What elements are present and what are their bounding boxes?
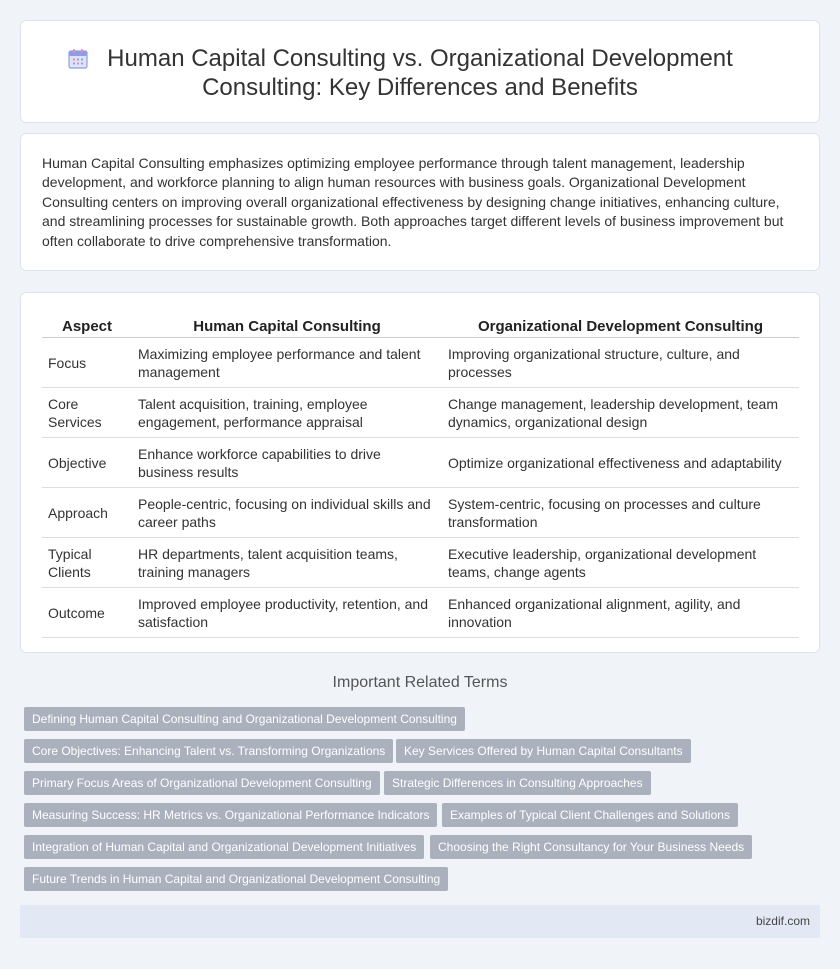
- table-row: [42, 538, 799, 588]
- row-aspect: Approach: [42, 488, 132, 538]
- row-org-development: System-centric, focusing on processes and culture transformation: [442, 488, 799, 538]
- row-human-capital: Improved employee productivity, retention, and satisfaction: [132, 588, 442, 638]
- title-line-1: Human Capital Consulting vs. Organizational Development: [107, 45, 733, 72]
- related-term-tag[interactable]: Measuring Success: HR Metrics vs. Organizational Performance Indicators: [24, 803, 437, 827]
- intro-paragraph: Human Capital Consulting emphasizes optimizing employee performance through talent management, leadership development, and workforce planning to align human resources with business goals. Organizational Development Consulting centers on improving overall organizational effectiveness by designing change initiatives, enhancing culture, and streamlining processes for sustainable growth. Both approaches target different levels of business improvement but often collaborate to drive comprehensive transformation.: [42, 155, 784, 249]
- row-aspect: Typical Clients: [42, 538, 132, 588]
- row-org-development: Executive leadership, organizational development teams, change agents: [442, 538, 799, 588]
- related-term-tag[interactable]: Primary Focus Areas of Organizational Development Consulting: [24, 771, 380, 795]
- header-org-development: Organizational Development Consulting: [442, 315, 799, 338]
- related-term-tag[interactable]: Choosing the Right Consultancy for Your Business Needs: [430, 835, 752, 859]
- footer-bar: [20, 905, 820, 938]
- related-term-tag[interactable]: Integration of Human Capital and Organizational Development Initiatives: [24, 835, 424, 859]
- comparison-table: [42, 315, 799, 638]
- row-org-development: Optimize organizational effectiveness and adaptability: [442, 438, 799, 488]
- row-org-development: Change management, leadership development, team dynamics, organizational design: [442, 388, 799, 438]
- related-term-tag[interactable]: Core Objectives: Enhancing Talent vs. Transforming Organizations: [24, 739, 393, 763]
- related-term-tag[interactable]: Strategic Differences in Consulting Approaches: [384, 771, 651, 795]
- comparison-table-card: [20, 292, 820, 653]
- related-term-tag[interactable]: Key Services Offered by Human Capital Consultants: [396, 739, 691, 763]
- page-title: [21, 44, 819, 102]
- row-human-capital: Talent acquisition, training, employee engagement, performance appraisal: [132, 388, 442, 438]
- table-row: [42, 438, 799, 488]
- related-term-tag[interactable]: Future Trends in Human Capital and Organizational Development Consulting: [24, 867, 448, 891]
- intro-card: [20, 133, 820, 271]
- related-term-tag[interactable]: Defining Human Capital Consulting and Organizational Development Consulting: [24, 707, 465, 731]
- table-row: [42, 388, 799, 438]
- table-header-row: [42, 315, 799, 338]
- row-aspect: Focus: [42, 338, 132, 388]
- row-human-capital: People-centric, focusing on individual skills and career paths: [132, 488, 442, 538]
- row-aspect: Core Services: [42, 388, 132, 438]
- row-org-development: Enhanced organizational alignment, agility, and innovation: [442, 588, 799, 638]
- row-aspect: Objective: [42, 438, 132, 488]
- row-org-development: Improving organizational structure, culture, and processes: [442, 338, 799, 388]
- related-terms-heading: Important Related Terms: [332, 674, 508, 691]
- table-row: [42, 338, 799, 388]
- table-row: [42, 588, 799, 638]
- row-human-capital: Maximizing employee performance and talent management: [132, 338, 442, 388]
- site-link[interactable]: bizdif.com: [755, 914, 810, 928]
- row-human-capital: HR departments, talent acquisition teams, training managers: [132, 538, 442, 588]
- row-human-capital: Enhance workforce capabilities to drive business results: [132, 438, 442, 488]
- calendar-icon: [66, 47, 90, 71]
- header-human-capital: Human Capital Consulting: [132, 315, 442, 338]
- title-line-2: Consulting: Key Differences and Benefits: [202, 74, 638, 101]
- table-row: [42, 488, 799, 538]
- header-aspect: Aspect: [42, 315, 132, 338]
- related-term-tag[interactable]: Examples of Typical Client Challenges and Solutions: [442, 803, 738, 827]
- row-aspect: Outcome: [42, 588, 132, 638]
- header-card: [20, 20, 820, 123]
